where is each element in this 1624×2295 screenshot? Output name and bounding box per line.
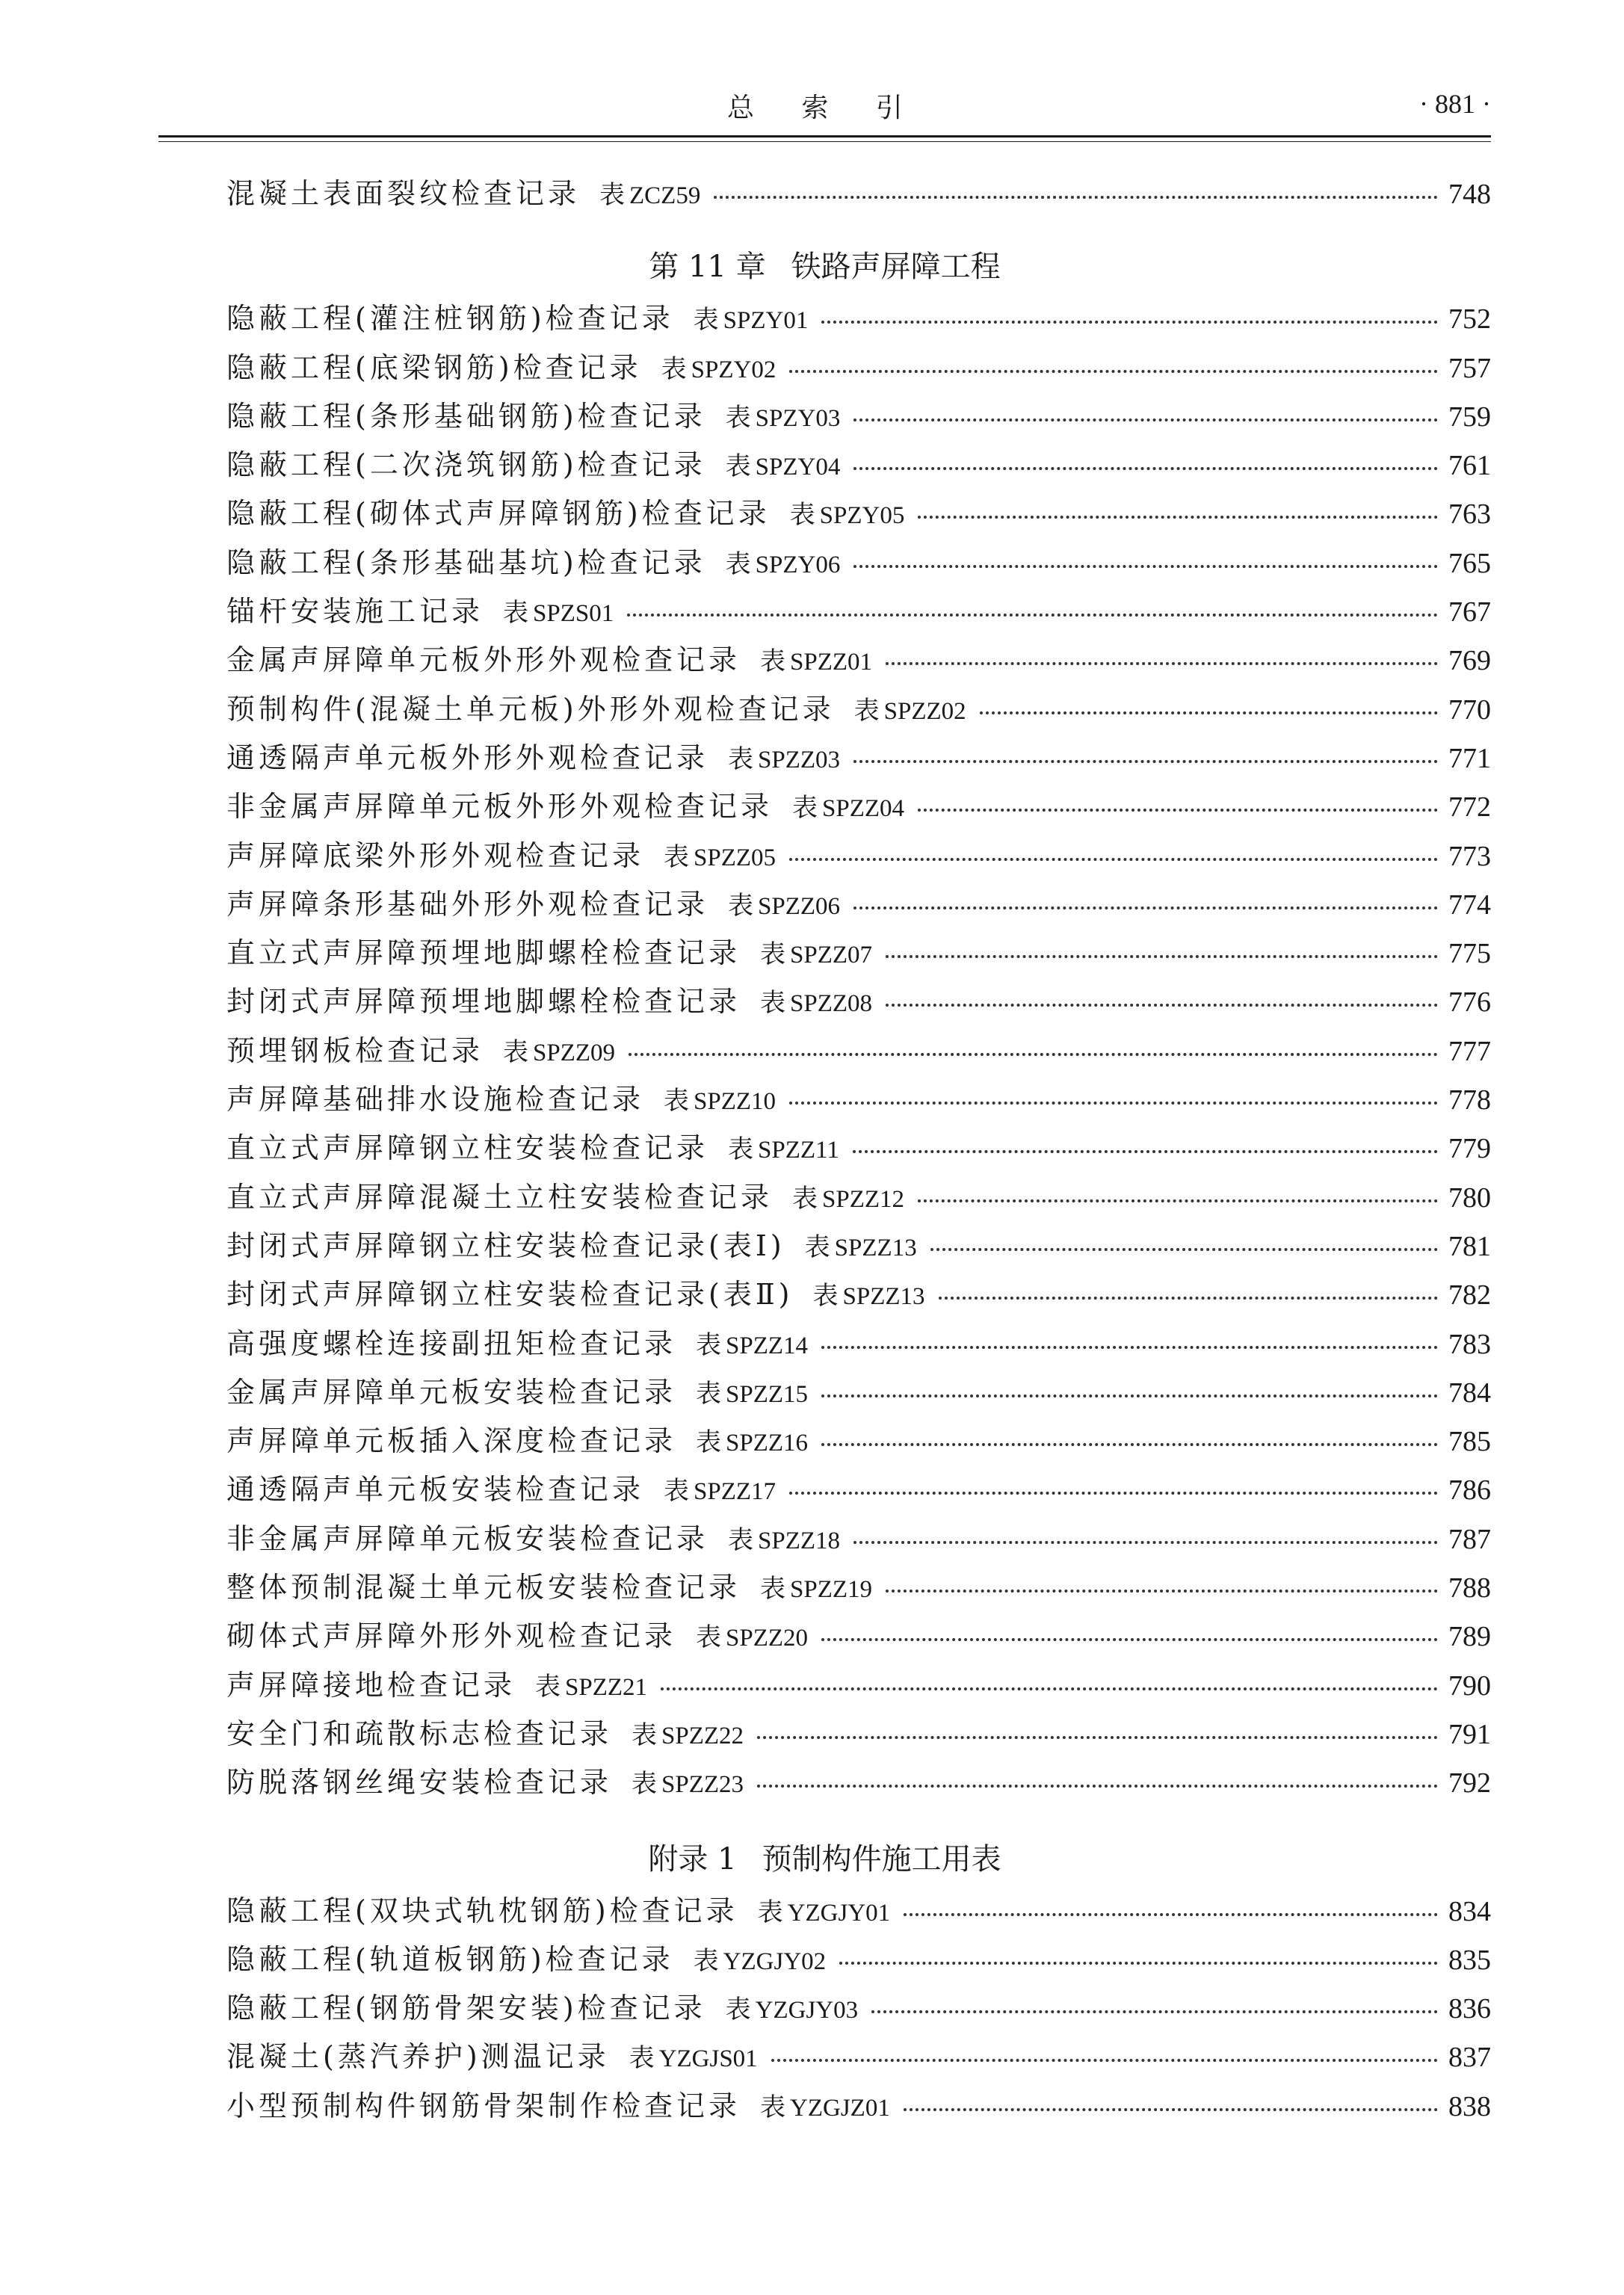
entry-code xyxy=(632,1763,744,1800)
entry-code xyxy=(503,1031,615,1068)
entry-title: 混凝土(蒸汽养护)测温记录 xyxy=(226,2040,610,2074)
entry-code-id: SPZZ21 xyxy=(565,1673,648,1701)
dot-leader xyxy=(886,1590,1438,1593)
entry-code-id: SPZZ18 xyxy=(758,1527,841,1554)
entry-code xyxy=(760,1568,872,1604)
page-number: · 881 · xyxy=(1419,89,1491,119)
entry-page: 763 xyxy=(1448,498,1491,531)
entry-page: 752 xyxy=(1448,303,1491,336)
entry-title: 隐蔽工程(双块式轨枕钢筋)检查记录 xyxy=(226,1894,738,1927)
index-entry xyxy=(226,1223,1491,1271)
entry-page: 771 xyxy=(1448,742,1491,774)
dot-leader xyxy=(627,614,1438,617)
index-entry xyxy=(226,1466,1491,1515)
entry-code xyxy=(792,787,904,824)
index-entry xyxy=(226,978,1491,1027)
entry-code-prefix: 表 xyxy=(725,402,751,433)
entry-title: 直立式声屏障预埋地脚螺栓检查记录 xyxy=(226,936,741,970)
section-heading-number: 附录 1 xyxy=(648,1841,737,1877)
entry-title: 隐蔽工程(砌体式声屏障钢筋)检查记录 xyxy=(226,497,771,531)
entry-code xyxy=(661,348,777,385)
entry-title: 安全门和疏散标志检查记录 xyxy=(226,1717,613,1750)
entry-title: 隐蔽工程(灌注桩钢筋)检查记录 xyxy=(226,302,674,336)
entry-code-id: SPZY05 xyxy=(819,502,905,530)
index-entry xyxy=(226,1564,1491,1613)
entry-code-id: SPZZ10 xyxy=(694,1088,777,1116)
entry-code-id: SPZZ06 xyxy=(758,892,841,920)
entry-page: 775 xyxy=(1448,938,1491,970)
index-entry xyxy=(226,1418,1491,1466)
index-entry xyxy=(226,1369,1491,1418)
entry-title: 隐蔽工程(钢筋骨架安装)检查记录 xyxy=(226,1992,706,2025)
entry-code-id: YZGJY02 xyxy=(723,1947,827,1975)
index-entry xyxy=(226,1936,1491,1985)
entry-code-prefix: 表 xyxy=(789,500,815,531)
entry-page: 835 xyxy=(1448,1944,1491,1976)
entry-page: 777 xyxy=(1448,1035,1491,1067)
entry-code xyxy=(664,836,776,873)
entry-title: 隐蔽工程(条形基础钢筋)检查记录 xyxy=(226,399,706,433)
entry-page: 767 xyxy=(1448,596,1491,628)
index-content xyxy=(226,170,1491,2131)
dot-leader xyxy=(789,370,1438,373)
entry-page: 748 xyxy=(1448,179,1491,210)
entry-page: 836 xyxy=(1448,1993,1491,2025)
index-entry xyxy=(226,170,1491,219)
entry-title: 通透隔声单元板外形外观检查记录 xyxy=(226,741,709,774)
entry-page: 788 xyxy=(1448,1572,1491,1604)
entry-title: 封闭式声屏障钢立柱安装检查记录(表Ⅱ) xyxy=(226,1278,794,1312)
section-heading xyxy=(158,238,1491,295)
entry-title: 隐蔽工程(底梁钢筋)检查记录 xyxy=(226,350,642,384)
entry-code xyxy=(760,640,872,677)
entry-code-id: SPZZ03 xyxy=(758,746,841,773)
entry-code-prefix: 表 xyxy=(804,1232,830,1262)
entry-code-prefix: 表 xyxy=(632,1769,658,1800)
entry-code-prefix: 表 xyxy=(760,1574,786,1604)
index-entry xyxy=(226,295,1491,344)
entry-code-id: SPZZ09 xyxy=(533,1039,616,1066)
entry-code-id: YZGJY03 xyxy=(755,1997,859,2024)
entry-code-id: SPZZ23 xyxy=(661,1771,744,1799)
entry-code-prefix: 表 xyxy=(728,744,754,774)
entry-code-prefix: 表 xyxy=(664,1476,690,1507)
entry-code xyxy=(696,1373,808,1409)
entry-page: 773 xyxy=(1448,840,1491,872)
section-heading-number: 第 11 章 xyxy=(649,250,766,285)
entry-code-prefix: 表 xyxy=(693,305,719,336)
entry-title: 高强度螺栓连接副扭矩检查记录 xyxy=(226,1326,677,1360)
index-entry xyxy=(226,1174,1491,1223)
index-entry xyxy=(226,833,1491,881)
index-entry xyxy=(226,783,1491,832)
entry-title: 锚杆安装施工记录 xyxy=(226,595,484,628)
entry-title: 通透隔声单元板安装检查记录 xyxy=(226,1473,645,1507)
dot-leader xyxy=(853,565,1438,568)
entry-code-prefix: 表 xyxy=(725,1995,751,2025)
entry-code-prefix: 表 xyxy=(599,180,626,210)
dot-leader xyxy=(821,1346,1438,1349)
entry-page: 789 xyxy=(1448,1621,1491,1653)
entry-code xyxy=(760,933,872,970)
entry-code xyxy=(535,1666,647,1702)
entry-code xyxy=(805,1226,917,1263)
section-heading-title: 铁路声屏障工程 xyxy=(791,250,1001,285)
index-entry xyxy=(226,1516,1491,1564)
entry-code xyxy=(758,1891,891,1928)
entry-code-prefix: 表 xyxy=(725,451,751,482)
index-entry xyxy=(226,637,1491,685)
entry-code xyxy=(760,982,872,1019)
entry-code xyxy=(694,299,809,336)
entry-code-prefix: 表 xyxy=(535,1671,561,1702)
entry-code-prefix: 表 xyxy=(792,1183,818,1214)
entry-code-id: YZGJS01 xyxy=(658,2045,758,2073)
entry-code-prefix: 表 xyxy=(503,1037,529,1067)
entry-code-id: SPZS01 xyxy=(533,600,614,628)
dot-leader xyxy=(821,1443,1438,1446)
index-entry xyxy=(226,2033,1491,2082)
dot-leader xyxy=(853,467,1438,470)
entry-code xyxy=(728,1128,839,1165)
entry-code-prefix: 表 xyxy=(760,988,786,1019)
section-heading-title: 预制构件施工用表 xyxy=(762,1841,1001,1877)
entry-code-prefix: 表 xyxy=(757,1897,783,1927)
dot-leader xyxy=(853,1541,1438,1544)
dot-leader xyxy=(918,809,1438,812)
entry-code-prefix: 表 xyxy=(853,695,880,726)
entry-code xyxy=(728,885,840,921)
index-entry xyxy=(226,930,1491,978)
dot-leader xyxy=(980,711,1438,714)
entry-code-prefix: 表 xyxy=(696,1329,722,1360)
entry-code-id: ZCZ59 xyxy=(629,182,701,209)
entry-code xyxy=(664,1080,776,1116)
dot-leader xyxy=(853,418,1438,421)
entry-page: 770 xyxy=(1448,694,1491,726)
entry-code-prefix: 表 xyxy=(792,793,818,824)
entry-title: 声屏障条形基础外形外观检查记录 xyxy=(226,887,709,921)
entry-code-id: YZGJY01 xyxy=(787,1899,891,1927)
index-entry xyxy=(226,1321,1491,1369)
header-rule-thin xyxy=(158,141,1491,142)
entry-page: 786 xyxy=(1448,1474,1491,1507)
dot-leader xyxy=(886,955,1438,958)
header-rule-thick xyxy=(158,135,1491,138)
dot-leader xyxy=(789,1492,1438,1495)
entry-title: 声屏障底梁外形外观检查记录 xyxy=(226,838,645,872)
entry-code xyxy=(760,2086,890,2123)
entry-title: 隐蔽工程(二次浇筑钢筋)检查记录 xyxy=(226,448,706,482)
entry-code xyxy=(728,1519,840,1556)
index-entry xyxy=(226,393,1491,442)
dot-leader xyxy=(789,858,1438,861)
entry-title: 声屏障单元板插入深度检查记录 xyxy=(226,1424,677,1458)
dot-leader xyxy=(918,516,1438,519)
entry-code-prefix: 表 xyxy=(725,549,751,579)
index-entry xyxy=(226,686,1491,735)
entry-code xyxy=(694,1940,827,1977)
entry-code-prefix: 表 xyxy=(696,1622,722,1653)
entry-page: 765 xyxy=(1448,547,1491,579)
entry-code xyxy=(854,690,966,726)
dot-leader xyxy=(714,196,1438,199)
dot-leader xyxy=(839,1962,1438,1965)
entry-title: 小型预制构件钢筋骨架制作检查记录 xyxy=(226,2089,741,2122)
entry-title: 整体预制混凝土单元板安装检查记录 xyxy=(226,1571,741,1604)
entry-code-id: SPZZ17 xyxy=(694,1478,777,1506)
entry-code-id: SPZZ19 xyxy=(790,1576,873,1604)
index-entry xyxy=(226,1076,1491,1125)
entry-page: 838 xyxy=(1448,2090,1491,2122)
entry-page: 778 xyxy=(1448,1084,1491,1116)
index-entry xyxy=(226,1613,1491,1661)
entry-code xyxy=(792,1178,904,1214)
entry-code-id: SPZY03 xyxy=(755,404,841,432)
entry-code-id: SPZZ22 xyxy=(661,1722,744,1749)
index-entry xyxy=(226,1662,1491,1711)
entry-code-id: SPZZ07 xyxy=(790,942,873,969)
entry-code-id: SPZZ04 xyxy=(822,795,905,823)
index-entry xyxy=(226,881,1491,930)
entry-code xyxy=(726,543,841,580)
entry-code-id: SPZZ13 xyxy=(834,1234,917,1261)
entry-code-id: SPZY04 xyxy=(755,454,841,481)
entry-page: 837 xyxy=(1448,2042,1491,2074)
entry-code xyxy=(726,445,841,482)
index-entry xyxy=(226,442,1491,490)
entry-code-id: SPZY02 xyxy=(691,356,777,383)
entry-code xyxy=(632,1714,744,1751)
entry-title: 金属声屏障单元板外形外观检查记录 xyxy=(226,643,741,677)
index-entry xyxy=(226,1711,1491,1759)
entry-code-id: SPZZ13 xyxy=(842,1283,925,1311)
entry-page: 779 xyxy=(1448,1133,1491,1165)
entry-title: 混凝土表面裂纹检查记录 xyxy=(226,177,581,210)
entry-title: 直立式声屏障钢立柱安装检查记录 xyxy=(226,1131,709,1165)
entry-page: 790 xyxy=(1448,1669,1491,1702)
entry-code-prefix: 表 xyxy=(632,1720,658,1750)
entry-page: 757 xyxy=(1448,352,1491,384)
dot-leader xyxy=(821,1394,1438,1397)
entry-title: 声屏障基础排水设施检查记录 xyxy=(226,1083,645,1116)
entry-code-prefix: 表 xyxy=(728,1525,754,1555)
entry-title: 隐蔽工程(轨道板钢筋)检查记录 xyxy=(226,1942,674,1976)
index-entry xyxy=(226,588,1491,637)
dot-leader xyxy=(771,2059,1438,2062)
entry-page: 769 xyxy=(1448,645,1491,677)
entry-code xyxy=(696,1421,808,1458)
dot-leader xyxy=(930,1248,1438,1251)
page-header xyxy=(158,84,1491,129)
entry-page: 782 xyxy=(1448,1279,1491,1312)
entry-code-prefix: 表 xyxy=(696,1378,722,1409)
entry-code-id: YZGJZ01 xyxy=(790,2094,890,2122)
dot-leader xyxy=(789,1102,1438,1105)
dot-leader xyxy=(886,662,1438,665)
index-entry xyxy=(226,1271,1491,1320)
dot-leader xyxy=(757,1785,1438,1788)
entry-code-id: SPZY01 xyxy=(723,307,809,335)
entry-code-id: SPZZ11 xyxy=(758,1137,839,1164)
entry-code-prefix: 表 xyxy=(812,1281,839,1312)
entry-code-id: SPZZ02 xyxy=(883,697,966,725)
entry-code-id: SPZZ08 xyxy=(790,990,873,1018)
entry-code-prefix: 表 xyxy=(661,353,687,384)
entry-title: 预制构件(混凝土单元板)外形外观检查记录 xyxy=(226,692,835,726)
entry-code-prefix: 表 xyxy=(728,890,754,921)
index-entry xyxy=(226,735,1491,783)
entry-code-prefix: 表 xyxy=(664,1086,690,1116)
entry-code-prefix: 表 xyxy=(760,939,786,970)
entry-code-id: SPZZ20 xyxy=(726,1625,809,1652)
index-entry xyxy=(226,345,1491,393)
entry-code xyxy=(629,2037,758,2074)
dot-leader xyxy=(629,1053,1438,1056)
entry-page: 784 xyxy=(1448,1377,1491,1409)
entry-code-id: SPZY06 xyxy=(755,551,841,578)
index-entry xyxy=(226,2083,1491,2131)
entry-code xyxy=(503,592,614,628)
entry-title: 封闭式声屏障钢立柱安装检查记录(表Ⅰ) xyxy=(226,1229,785,1262)
dot-leader xyxy=(918,1199,1438,1202)
entry-code-prefix: 表 xyxy=(503,598,529,628)
entry-code-id: SPZZ15 xyxy=(726,1380,809,1408)
entry-code xyxy=(812,1275,924,1312)
index-entry xyxy=(226,1985,1491,2033)
entry-code-prefix: 表 xyxy=(696,1427,722,1458)
entry-code-prefix: 表 xyxy=(664,841,690,872)
index-entry xyxy=(226,1888,1491,1936)
entry-page: 792 xyxy=(1448,1767,1491,1800)
entry-code-id: SPZZ01 xyxy=(790,649,873,676)
entry-title: 非金属声屏障单元板外形外观检查记录 xyxy=(226,790,774,824)
entry-code xyxy=(696,1616,808,1653)
running-title: 总 索 引 xyxy=(727,93,922,123)
entry-code-prefix: 表 xyxy=(760,2092,786,2122)
entry-title: 金属声屏障单元板安装检查记录 xyxy=(226,1375,677,1409)
index-sections xyxy=(226,238,1491,2131)
dot-leader xyxy=(661,1687,1438,1690)
entry-page: 772 xyxy=(1448,791,1491,824)
entry-code-id: SPZZ16 xyxy=(726,1430,809,1457)
dot-leader xyxy=(821,321,1438,324)
entry-page: 785 xyxy=(1448,1426,1491,1458)
entry-code xyxy=(696,1324,808,1361)
entry-code xyxy=(790,494,905,531)
dot-leader xyxy=(904,1913,1438,1916)
entry-title: 预埋钢板检查记录 xyxy=(226,1034,484,1067)
entry-code-id: SPZZ12 xyxy=(822,1185,905,1213)
dot-leader xyxy=(853,760,1438,763)
entry-code xyxy=(728,738,840,775)
entry-page: 761 xyxy=(1448,450,1491,482)
entry-title: 封闭式声屏障预埋地脚螺栓检查记录 xyxy=(226,985,741,1019)
entry-page: 834 xyxy=(1448,1895,1491,1927)
entry-code-id: SPZZ14 xyxy=(726,1332,809,1359)
dot-leader xyxy=(757,1736,1438,1739)
entry-code xyxy=(726,397,841,433)
dot-leader xyxy=(904,2108,1438,2111)
dot-leader xyxy=(939,1297,1438,1300)
index-entry xyxy=(226,540,1491,588)
entry-page: 783 xyxy=(1448,1328,1491,1360)
dot-leader xyxy=(821,1638,1438,1641)
dot-leader xyxy=(871,2010,1438,2013)
index-entry xyxy=(226,490,1491,539)
dot-leader xyxy=(853,906,1438,909)
entry-code xyxy=(726,1989,859,2025)
entry-page: 791 xyxy=(1448,1718,1491,1750)
dot-leader xyxy=(886,1004,1438,1007)
entry-page: 774 xyxy=(1448,889,1491,921)
entry-code-prefix: 表 xyxy=(760,646,786,677)
entry-page: 781 xyxy=(1448,1230,1491,1262)
entry-page: 780 xyxy=(1448,1182,1491,1214)
entry-code-prefix: 表 xyxy=(728,1134,754,1165)
section-heading xyxy=(158,1831,1491,1888)
entry-title: 防脱落钢丝绳安装检查记录 xyxy=(226,1766,613,1800)
entry-code-prefix: 表 xyxy=(693,1945,719,1976)
entry-title: 隐蔽工程(条形基础基坑)检查记录 xyxy=(226,546,706,579)
entry-title: 声屏障接地检查记录 xyxy=(226,1668,516,1702)
dot-leader xyxy=(853,1150,1438,1153)
entry-title: 非金属声屏障单元板安装检查记录 xyxy=(226,1522,709,1555)
index-entry xyxy=(226,1028,1491,1076)
entry-code xyxy=(599,174,700,211)
entry-code-id: SPZZ05 xyxy=(694,844,777,871)
entry-code xyxy=(664,1470,776,1507)
entry-title: 砌体式声屏障外形外观检查记录 xyxy=(226,1619,677,1653)
index-entry xyxy=(226,1125,1491,1173)
index-entry xyxy=(226,1759,1491,1808)
entry-page: 759 xyxy=(1448,401,1491,433)
entry-page: 776 xyxy=(1448,986,1491,1019)
entry-title: 直立式声屏障混凝土立柱安装检查记录 xyxy=(226,1180,774,1214)
entry-page: 787 xyxy=(1448,1523,1491,1555)
entry-code-prefix: 表 xyxy=(629,2043,655,2074)
